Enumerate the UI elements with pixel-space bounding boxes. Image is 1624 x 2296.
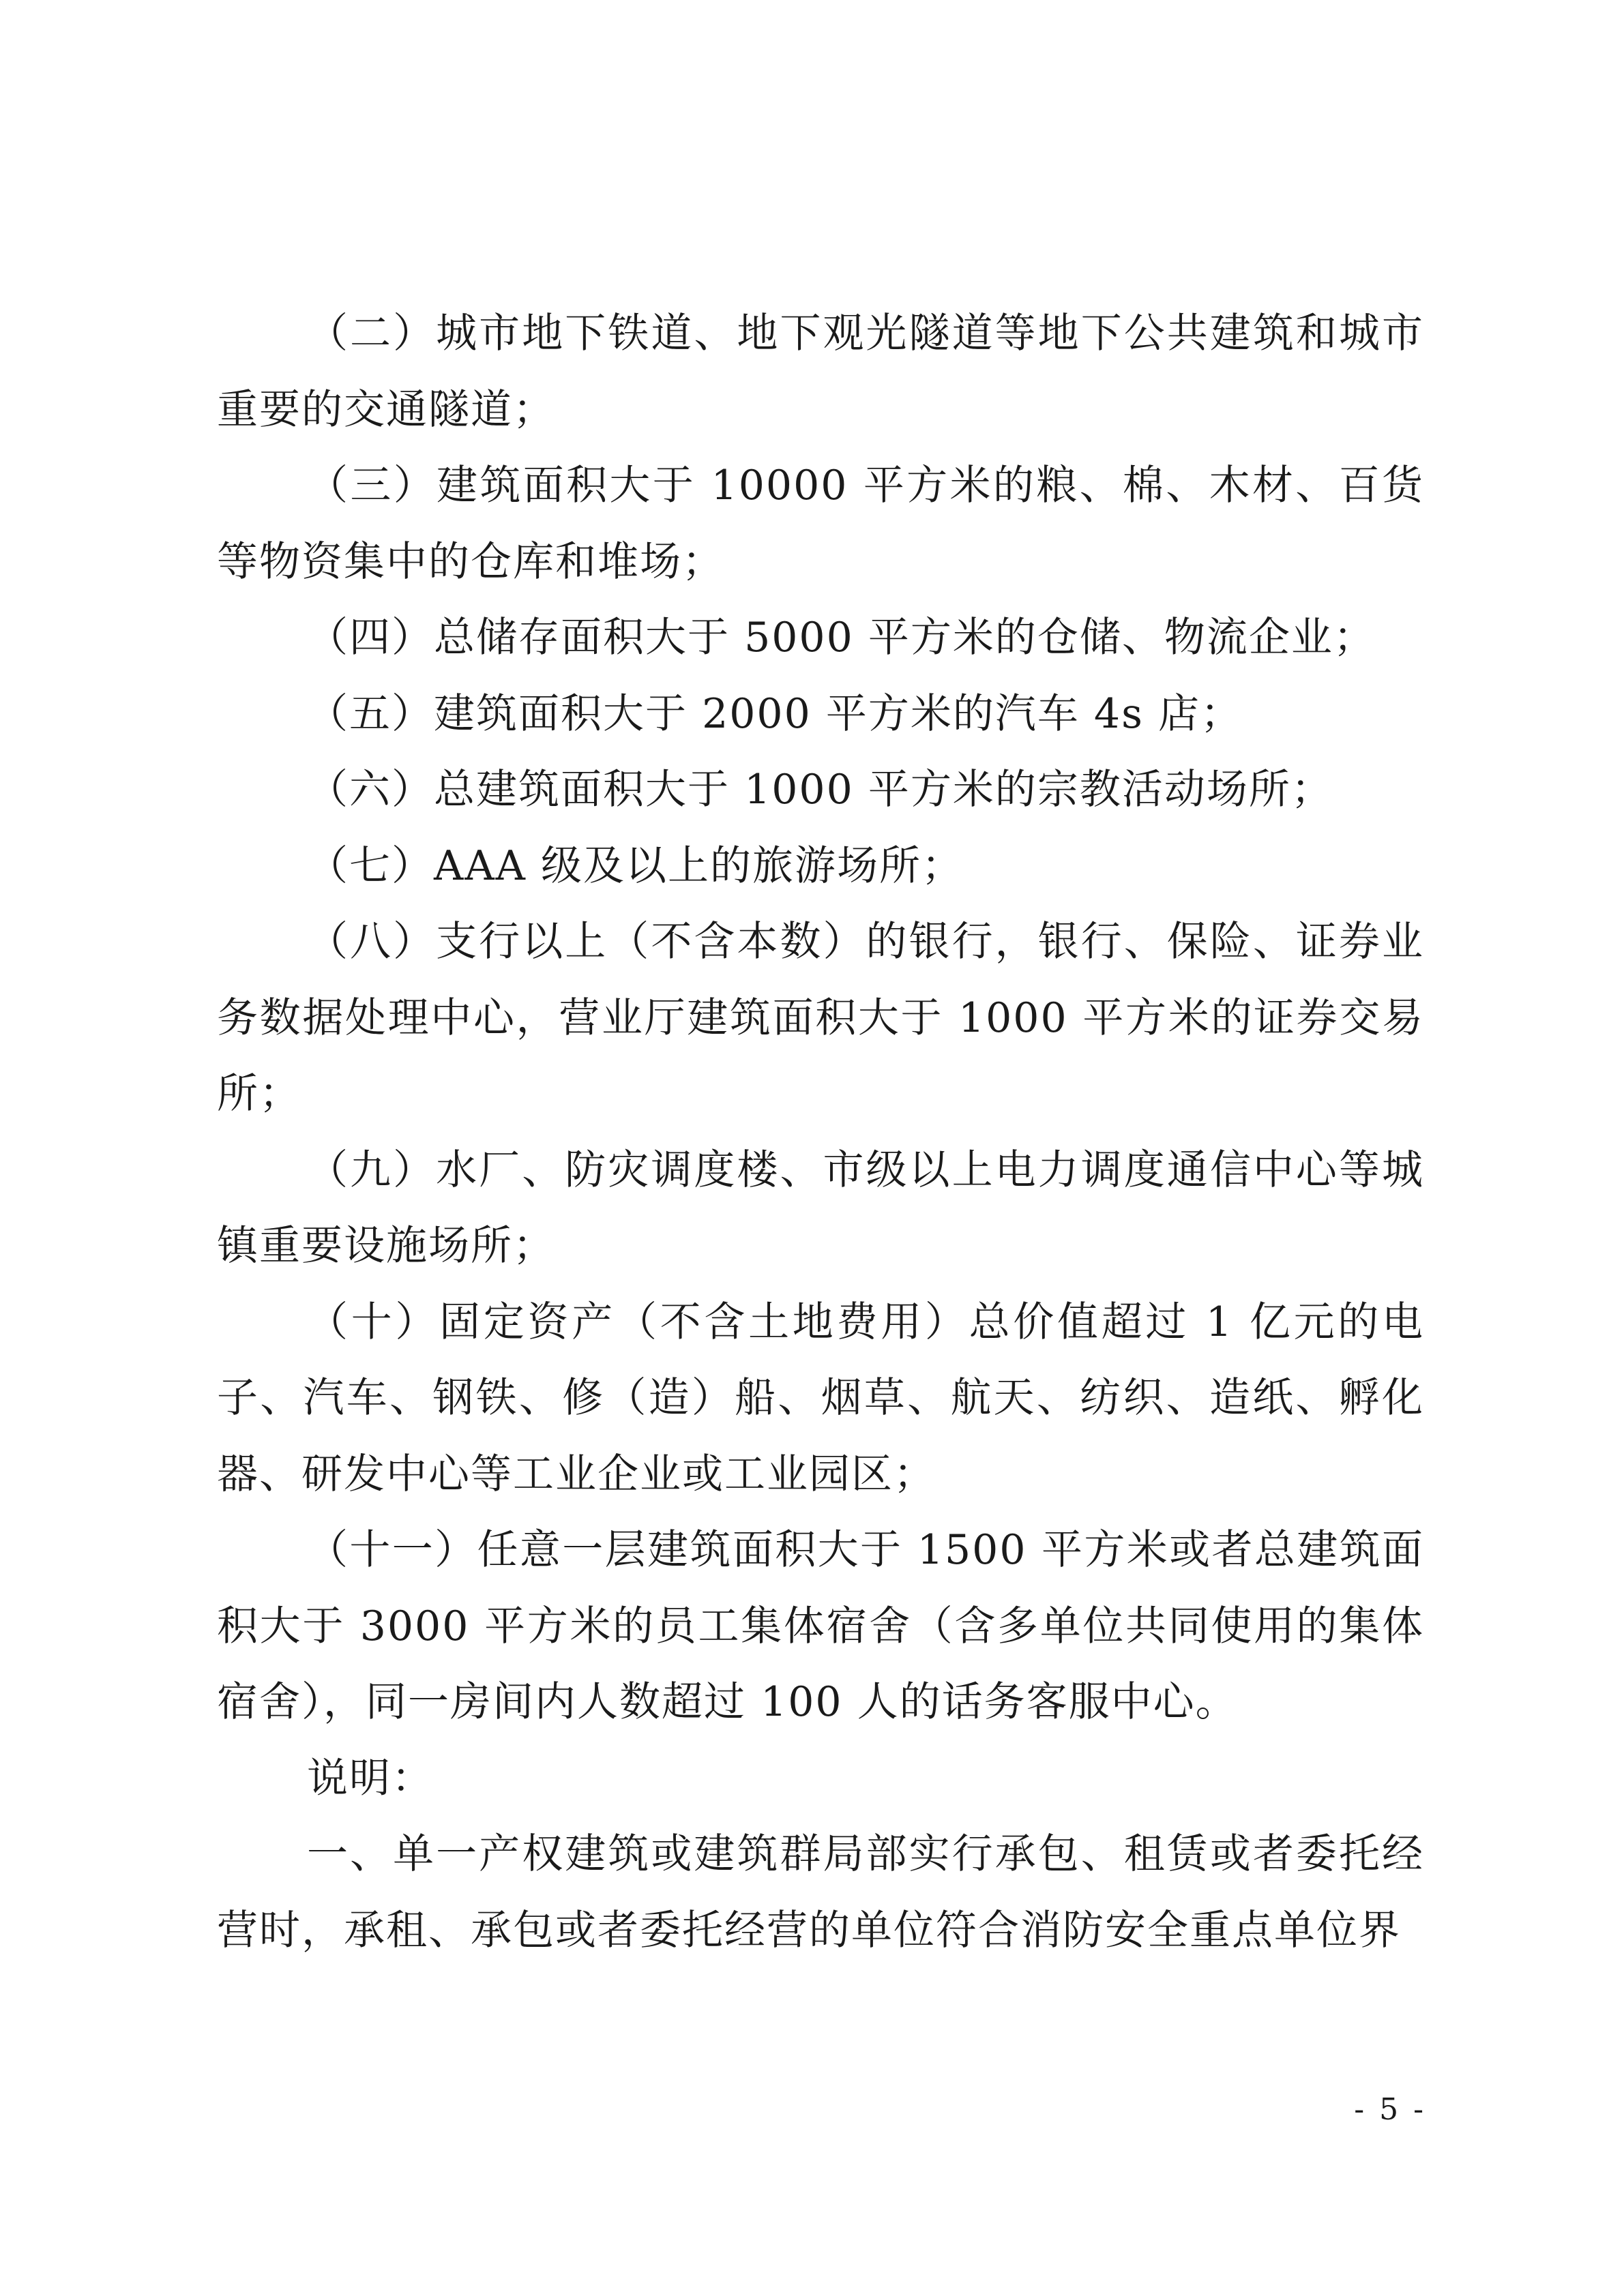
list-item-5: （五）建筑面积大于 2000 平方米的汽车 4s 店； <box>307 689 1243 738</box>
list-item-2: （二）城市地下铁道、地下观光隧道等地下公共建筑和城市重要的交通隧道； <box>217 310 1424 434</box>
list-item-10: （十）固定资产（不含土地费用）总价值超过 1 亿元的电子、汽车、钢铁、修（造）船、烟草、航天、纺织、造纸、孵化器、研发中心等工业企业或工业园区； <box>217 1298 1424 1498</box>
list-item-3: （三）建筑面积大于 10000 平方米的粮、棉、木材、百货等物资集中的仓库和堆场； <box>217 462 1424 586</box>
document-body <box>217 296 1424 1969</box>
list-item-7: （七）AAA 级及以上的旅游场所； <box>307 841 964 890</box>
list-item-8: （八）支行以上（不含本数）的银行，银行、保险、证券业务数据处理中心，营业厅建筑面积大于 1000 平方米的证券交易所； <box>217 918 1424 1118</box>
list-item-6: （六）总建筑面积大于 1000 平方米的宗教活动场所； <box>307 766 1333 814</box>
page-number: - 5 - <box>1354 2092 1426 2127</box>
list-item-4: （四）总储存面积大于 5000 平方米的仓储、物流企业； <box>307 614 1376 661</box>
notes-heading: 说明： <box>307 1754 434 1802</box>
list-item-11: （十一）任意一层建筑面积大于 1500 平方米或者总建筑面积大于 3000 平方米的员工集体宿舍（含多单位共同使用的集体宿舍），同一房间内人数超过 100 人的话务客服中心。 <box>217 1526 1424 1726</box>
list-item-9: （九）水厂、防灾调度楼、市级以上电力调度通信中心等城镇重要设施场所； <box>217 1146 1424 1270</box>
note-item-1: 一、单一产权建筑或建筑群局部实行承包、租赁或者委托经营时，承租、承包或者委托经营的单位符合消防安全重点单位界 <box>217 1830 1424 1954</box>
